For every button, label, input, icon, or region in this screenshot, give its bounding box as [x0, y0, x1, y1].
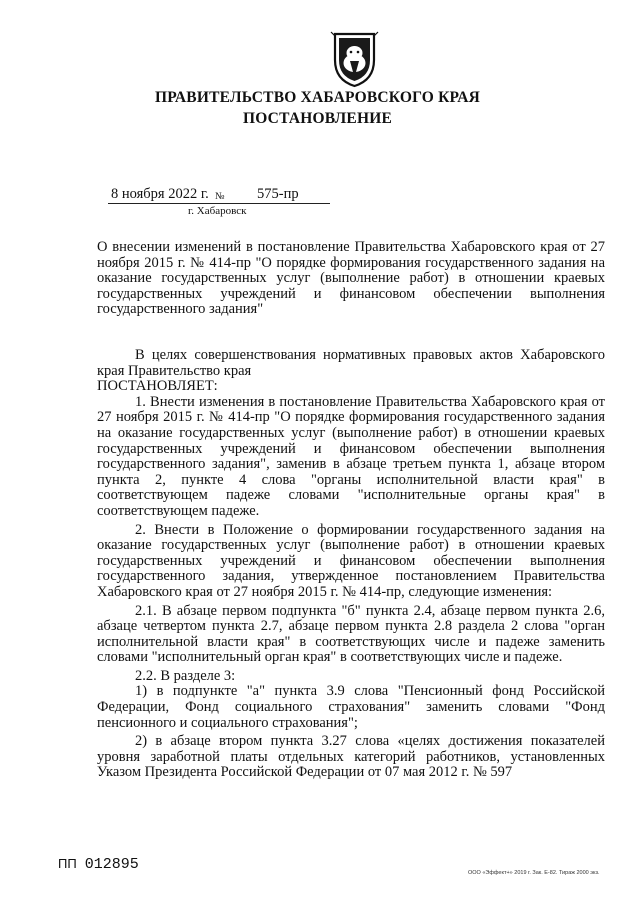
form-serial: 012895	[84, 856, 139, 873]
org-title: ПРАВИТЕЛЬСТВО ХАБАРОВСКОГО КРАЯ	[154, 89, 481, 106]
form-serial-number	[58, 856, 139, 873]
number-sign: №	[215, 191, 225, 202]
printer-imprint: ООО «Эффект+» 2019 г. Зак. Е-82. Тираж 2000 экз.	[468, 870, 600, 876]
clause-2-1-paragraph: 2.1. В абзаце первом подпункта "б" пункта 2.4, абзаце первом пункта 2.6, абзаце четвертом пункта 2.7, абзаце первом пункта 2.8 раздела 2 слова "орган исполнительной власти края" в соответствующих числе и падеже заменить словами "исполнительный орган края" в соответствующих числе и падеже.	[97, 602, 605, 666]
clause-2-paragraph: 2. Внести в Положение о формировании государственного задания на оказание государственных услуг (выполнение работ) в отношении краевых государственных учреждений и финансовом обеспечении выполнения государственного задания, утвержденное постановлением Правительства Хабаровского края от 27 ноября 2015 г. № 414-пр, следующие изменения:	[97, 521, 605, 600]
preamble-paragraph: В целях совершенствования нормативных правовых актов Хабаровского края Правительство края	[97, 347, 605, 379]
resolves-heading: ПОСТАНОВЛЯЕТ:	[97, 378, 218, 395]
document-date: 8 ноября 2022 г.	[111, 186, 209, 202]
subclause-1-paragraph: 1) в подпункте "а" пункта 3.9 слова "Пенсионный фонд Российской Федерации, Фонд социального страхования" заменить словами "Фонд пенсионного и социального страхования";	[97, 683, 605, 731]
clause-2-2-heading: 2.2. В разделе 3:	[135, 667, 236, 684]
subclause-2-paragraph: 2) в абзаце втором пункта 3.27 слова «целях достижения показателей уровня заработной платы отдельных категорий работников, установленных Указом Президента Российской Федерации от 07 мая 2012 г. № 597	[97, 733, 605, 781]
document-number: 575-пр	[257, 186, 299, 202]
document-subject: О внесении изменений в постановление Правительства Хабаровского края от 27 ноября 2015 г. № 414-пр "О порядке формирования государственного задания на оказание государственных услуг (выполнение работ) в отношении краевых государственных учреждений и финансовом обеспечении выполнения государственного задания"	[97, 239, 605, 317]
form-prefix: ПП	[58, 856, 77, 871]
document-type: ПОСТАНОВЛЕНИЕ	[242, 110, 393, 127]
coat-of-arms-icon	[329, 30, 380, 88]
document-body	[97, 348, 605, 781]
document-city: г. Хабаровск	[188, 205, 247, 217]
date-number-underline	[108, 203, 330, 204]
clause-1-paragraph: 1. Внести изменения в постановление Правительства Хабаровского края от 27 ноября 2015 г. № 414-пр "О порядке формирования государственного задания на оказание государственных услуг (выполнение работ) в отношении краевых государственных учреждений и финансовом обеспечении выполнения государственного задания", заменив в абзаце третьем пункта 1, абзаце втором пункта 2, пункте 4 слова "органы исполнительной власти края" в соответствующем падеже словами "исполнительные органы края" в соответствующем падеже.	[97, 393, 605, 519]
